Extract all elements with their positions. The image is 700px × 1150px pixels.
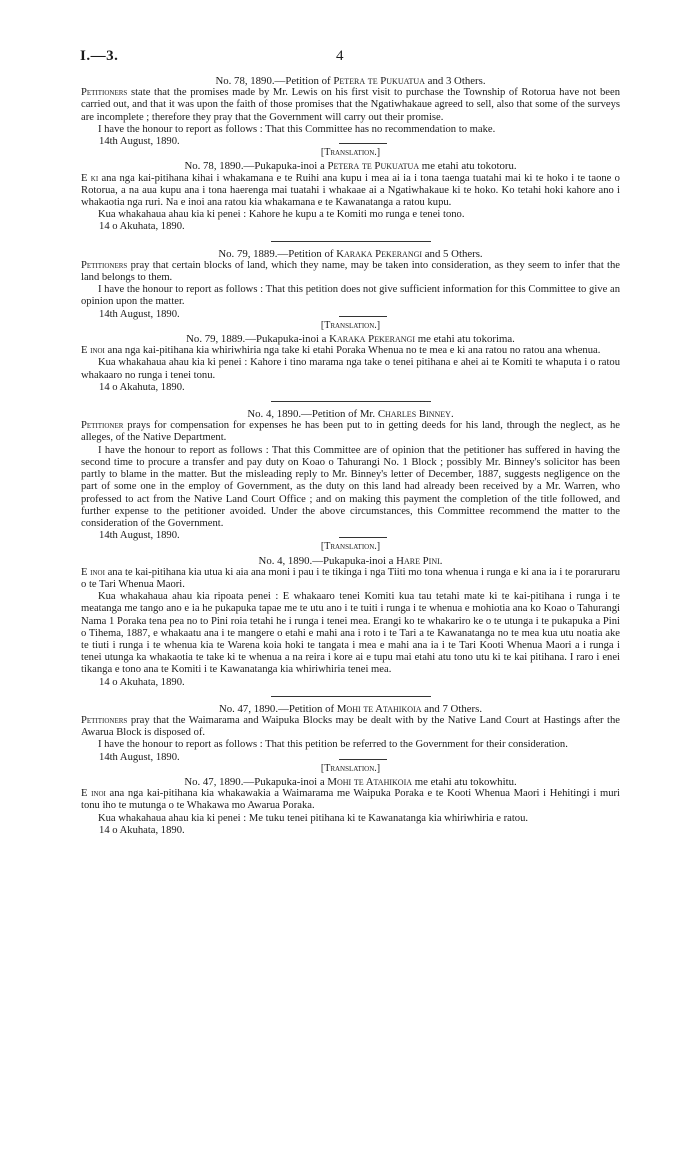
translation-summary: E inoi ana nga kai-pitihana kia whakawakia a Waimarama me Waipuka Poraka e te Kooti Whenua Maori i Hehitingi i muri tonu iho te mutunga o te Whakawa mo Awarua Poraka.	[81, 788, 620, 812]
petition-summary: Petitioner prays for compensation for expenses he has been put to in getting deeds for his land, through the neglect, as he alleges, of the Native Department.	[81, 420, 620, 444]
section-divider	[271, 241, 431, 242]
section-divider	[271, 696, 431, 697]
report-date: 14th August, 1890.	[99, 530, 180, 542]
petition-summary: Petitioners pray that the Waimarama and Waipuka Blocks may be dealt with by the Native Land Court at Hastings after the Awarua Block is disposed of.	[81, 714, 620, 739]
petitioner-name: Mohi te Atahikoia	[336, 702, 422, 715]
document-body	[81, 75, 620, 837]
petitioner-name: Karaka Pekerangi	[336, 247, 423, 260]
short-divider	[339, 537, 387, 538]
petition-title: No. 79, 1889.—Petition of Karaka Pekerangi and 5 Others.	[218, 247, 483, 260]
petition-title: No. 47, 1890.—Petition of Mohi te Atahikoia and 7 Others.	[218, 702, 483, 715]
translation-summary: E ki ana nga kai-pitihana kihai i whakamana e te Ruihi ana kupu i mea ai ia i tona taenga tuatahi mai ki te hoko i te taone o Rotorua, a na aua kupu ana i tona haerenga mai tuatahi i whakaae ai a Ngatiwhakaue ki te hoko. Ko tetahi hoki kahore ano i whakaotia nga ruri. Na e inoi ana ratou kia whakamana e te Kawanatanga a ratou kupu.	[81, 172, 620, 209]
petition-section	[81, 408, 620, 689]
translation-report: Kua whakahaua ahau kia ki penei : Kahore i tino marama nga take o tenei pitihana e ahei ai te Komiti te whaputa i o ratou whakaaro no runga i tenei tonu.	[81, 357, 620, 381]
section-divider	[271, 401, 431, 402]
translation-title: No. 47, 1890.—Pukapuka-inoi a Mohi te Atahikoia me etahi atu tokowhitu.	[184, 775, 517, 788]
translation-title: No. 79, 1889.—Pukapuka-inoi a Karaka Pekerangi me etahi atu tokorima.	[186, 333, 515, 346]
committee-report: I have the honour to report as follows : That this petition does not give sufficient information for this Committee to give an opinion upon the matter.	[81, 284, 620, 308]
short-divider	[339, 759, 387, 760]
translation-summary: E inoi ana nga kai-pitihana kia whiriwhiria nga take ki etahi Poraka Whenua no te mea e ki ana ratou no ratou ana whenua.	[81, 345, 601, 357]
page-header	[80, 50, 620, 72]
translation-title: No. 78, 1890.—Pukapuka-inoi a Petera te Pukuatua me etahi atu tokotoru.	[184, 160, 517, 173]
petition-section	[81, 703, 620, 837]
translation-report: Kua whakahaua ahau kia ki penei : Me tuku tenei pitihana ki te Kawanatanga kia whiriwhiria e ratou.	[97, 812, 529, 824]
report-date: 14th August, 1890.	[99, 136, 180, 148]
petition-section	[81, 75, 620, 234]
petition-summary: Petitioners pray that certain blocks of land, which they name, may be taken into consideration, as they seem to infer that the land belongs to them.	[81, 259, 620, 284]
petitioner-name: Charles Binney	[377, 408, 451, 421]
document-reference: I.—3.	[80, 48, 119, 64]
translation-date: 14 o Akuhata, 1890.	[99, 824, 185, 836]
committee-report: I have the honour to report as follows : That this Committee are of opinion that the petitioner has suffered in having the second time to procure a transfer and pay duty on Koao o Tahurangi No. 1 Block ; possibly Mr. Binney's solicitor has been partly to blame in the matter. But the misleading reply to Mr. Binney's letter of December, 1887, suggests negligence on the part of some one in the employ of Government, as the duty on this land had already been received by a Mr. Warren, who professed to act from the Native Land Court Office ; and on making this payment the completion of the title followed, and further expense to the petitioner avoided. Under the above circumstances, this Committee recommend the matter to the consideration of the Government.	[81, 444, 620, 529]
translation-date: 14 o Akuhata, 1890.	[99, 676, 185, 688]
translation-label: [Translation.]	[320, 147, 381, 159]
petition-title: No. 78, 1890.—Petition of Petera te Pukuatua and 3 Others.	[215, 75, 486, 87]
translation-report: Kua whakahaua ahau kia ripoata penei : E whakaaro tenei Komiti kua tau tetahi mate ki te kai-pitihana i runga i te meatanga me tango ano e ia he pukapuka tapae me te utu ano i te tuiti i runga i te whenua e mohiotia ana ko Koao o Tahurangi Nama 1 Poraka tena pea no to Pini roia tetahi he i runga i tenei mea. Erangi ko te whakariro ke o te utunga i te pukapuka a Pini o Tihema, 1887, e whakaatu ana i te mangere o etahi e mahi ana i roto i te Tari a te Kawanatanga no te mea kua utu noatia ake te tiuti i runga i te whenua kia te Warena koia hoki te tangata i mea e mahi ana ia i te Tari Kooti Whenua Maori a i runga i tenei utunga ka whakaotia te take ki te whenua a na reira i kore ai e tupu mai etahi atu tono utu ki te kai pitihana. I raro i enei tikanga e tono ana te Komiti i te Kawanatanga kia whiriwhiria tenei mea.	[81, 591, 620, 676]
petition-section	[81, 248, 620, 394]
petition-title: No. 4, 1890.—Petition of Mr. Charles Binney.	[247, 408, 454, 421]
translation-title: No. 4, 1890.—Pukapuka-inoi a Hare Pini.	[258, 554, 443, 567]
petitioner-name: Petera te Pukuatua	[333, 75, 425, 87]
report-date: 14th August, 1890.	[99, 751, 180, 763]
translation-label: [Translation.]	[320, 319, 381, 331]
translation-date: 14 o Akahuta, 1890.	[99, 381, 185, 393]
translation-report: Kua whakahaua ahau kia ki penei : Kahore he kupu a te Komiti mo runga e tenei tono.	[97, 209, 465, 221]
translation-summary: E inoi ana te kai-pitihana kia utua ki aia ana moni i pau i te tikinga i nga Tiiti mo tona whenua i runga e ki ana ia i te poraruraru o te Tari Whenua Maori.	[81, 566, 620, 590]
short-divider	[339, 143, 387, 144]
report-date: 14th August, 1890.	[99, 308, 180, 320]
translation-date: 14 o Akuhata, 1890.	[99, 221, 185, 233]
short-divider	[339, 316, 387, 317]
committee-report: I have the honour to report as follows : That this Committee has no recommendation to make.	[97, 123, 496, 135]
page-number: 4	[336, 48, 344, 64]
petition-summary: Petitioners state that the promises made by Mr. Lewis on his first visit to purchase the Township of Rotorua have not been carried out, and that it was upon the faith of those promises that the Ngatiwhakaue agreed to sell, also that some of the surveys are incomplete ; therefore they pray that the Government will carry out their promise.	[81, 87, 620, 123]
translation-label: [Translation.]	[320, 541, 381, 553]
committee-report: I have the honour to report as follows : That this petition be referred to the Government for their consideration.	[97, 739, 568, 751]
translation-label: [Translation.]	[320, 762, 381, 774]
